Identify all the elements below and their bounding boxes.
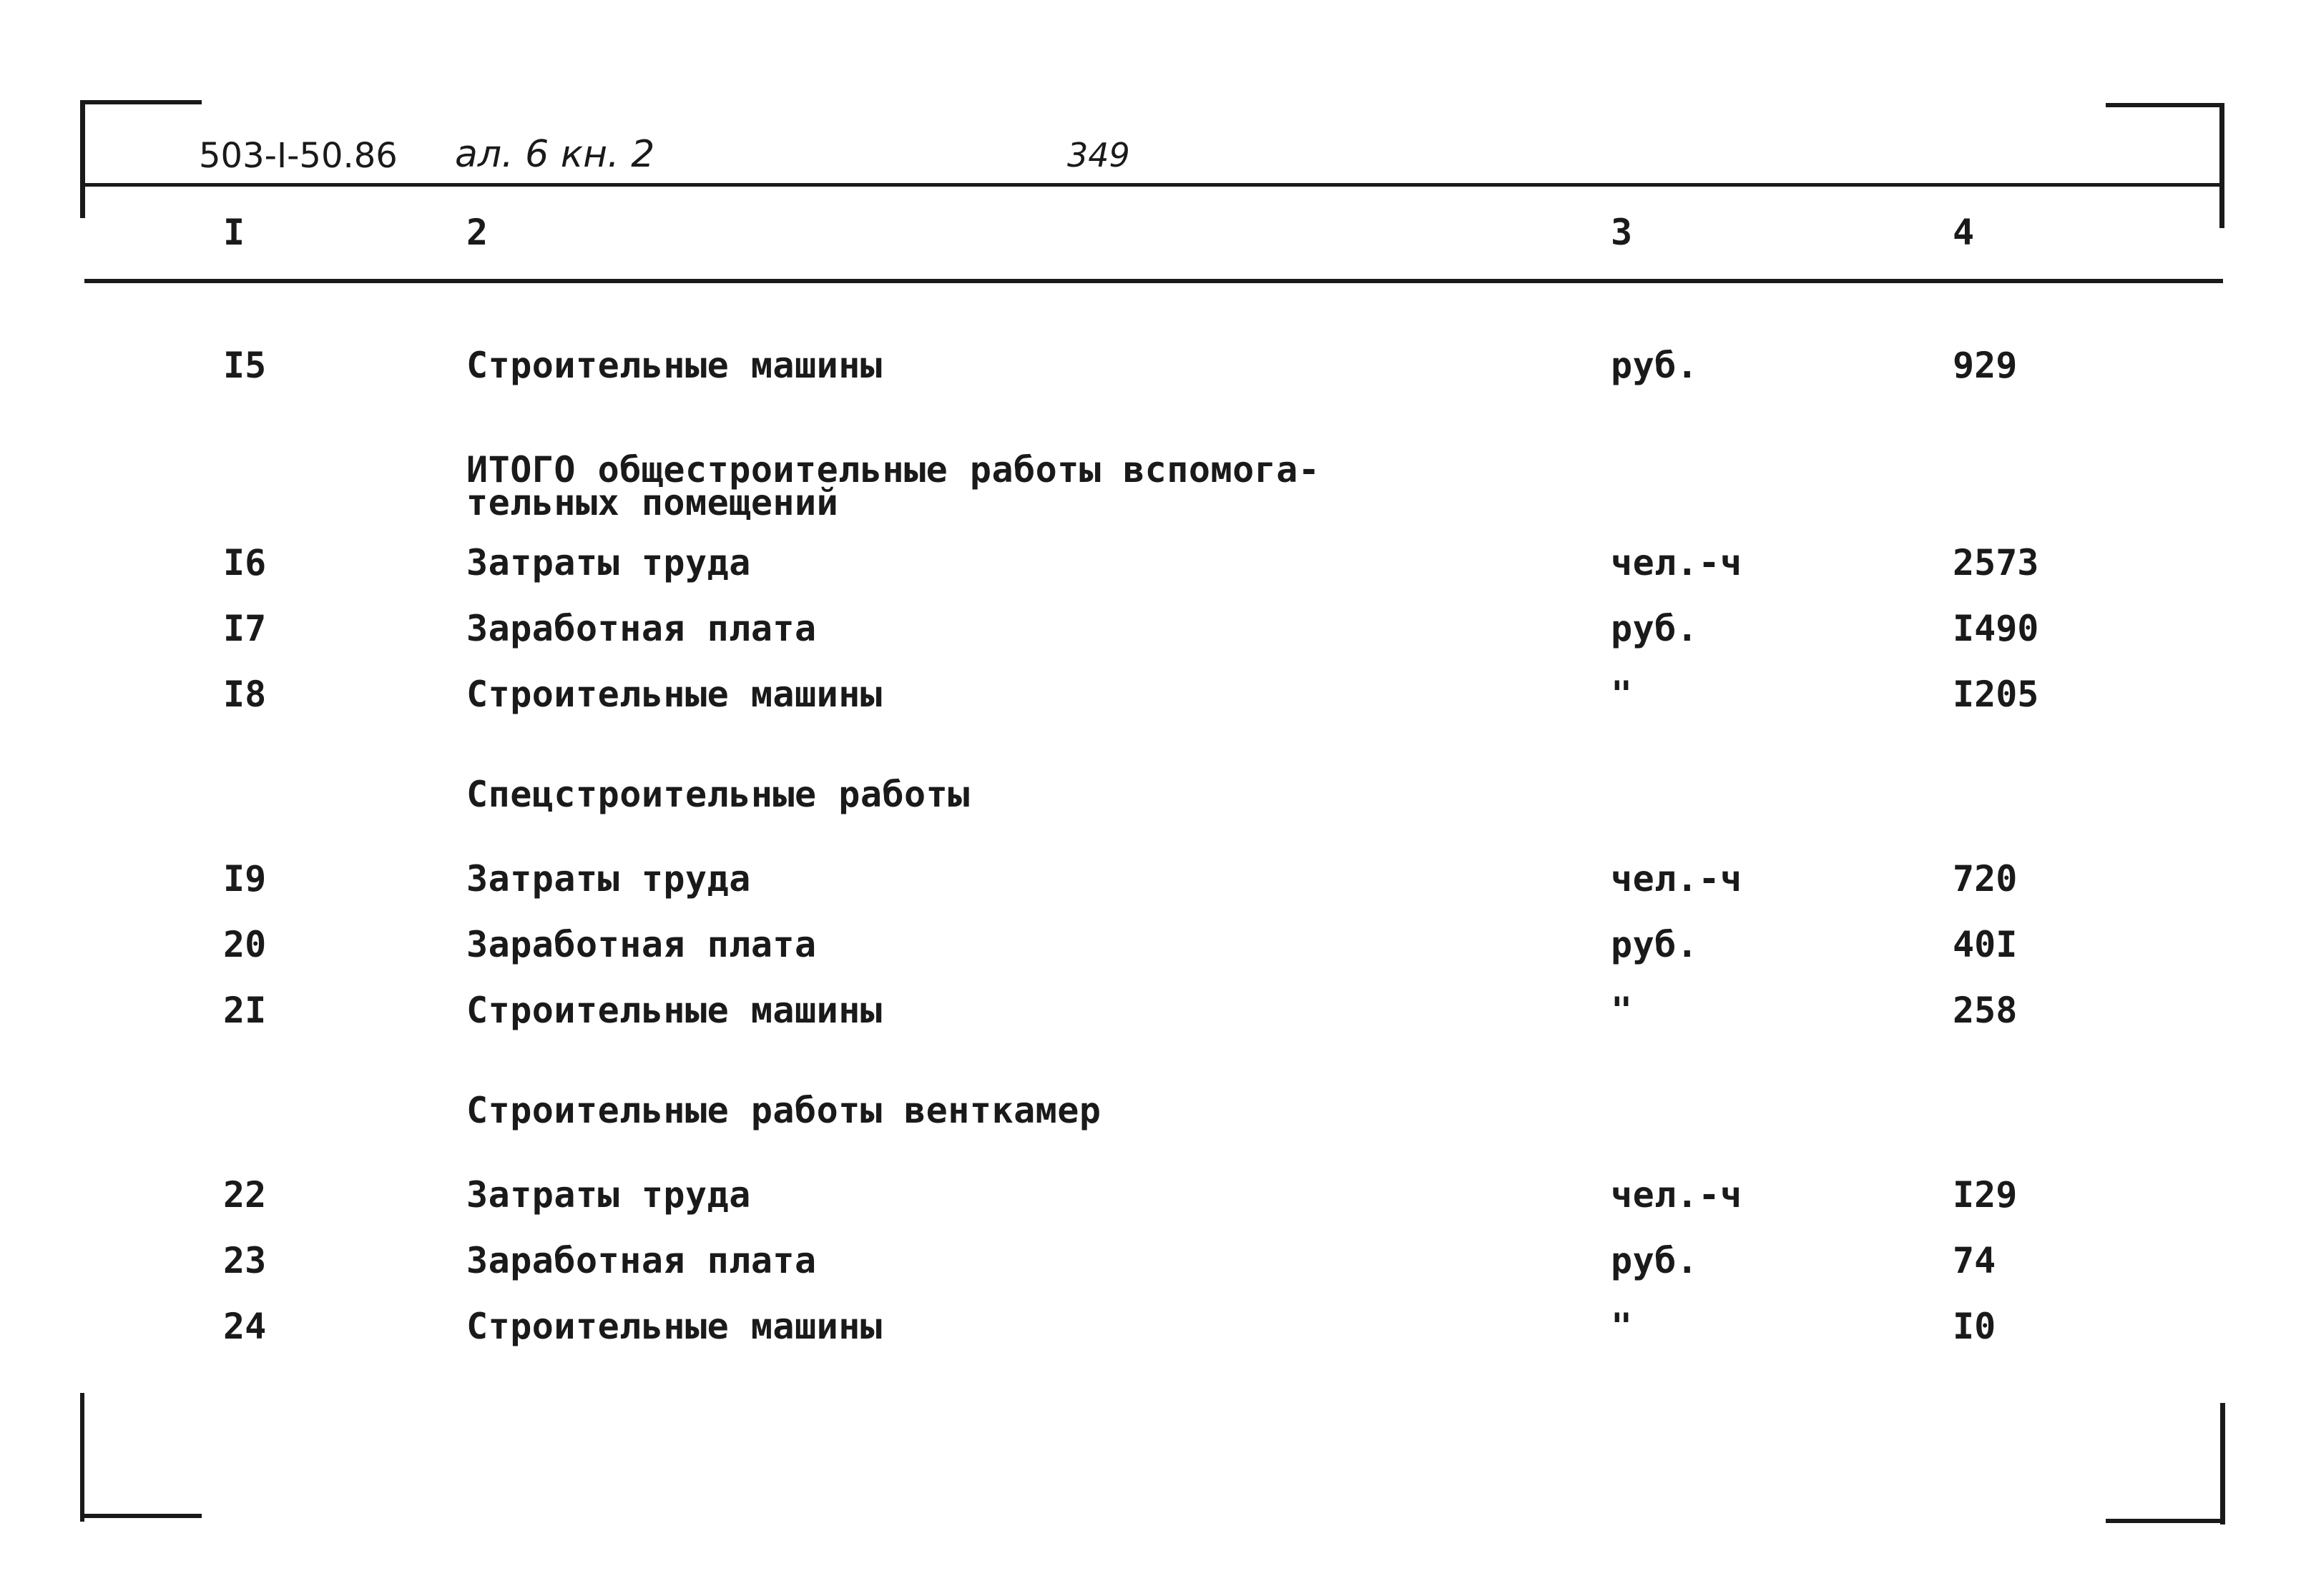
row-unit: чел.-ч — [1611, 858, 1742, 900]
row-number: 23 — [223, 1240, 267, 1281]
row-description: Строительные машины — [466, 345, 883, 386]
page-number: 349 — [1067, 136, 1130, 174]
section-heading: Спецстроительные работы — [466, 774, 970, 815]
frame-top-left-horizontal — [80, 100, 202, 104]
column-header-2: 2 — [466, 212, 489, 253]
frame-top-left-vertical — [80, 100, 85, 218]
row-description: Заработная плата — [466, 924, 817, 965]
row-unit: " — [1611, 990, 1633, 1031]
frame-top-right-vertical — [2219, 103, 2224, 228]
frame-bottom-left-horizontal — [80, 1514, 202, 1518]
column-header-3: 3 — [1611, 212, 1633, 253]
row-number: I5 — [223, 345, 267, 386]
row-value: 258 — [1953, 990, 2018, 1031]
row-value: 40I — [1953, 924, 2018, 965]
row-unit: " — [1611, 674, 1633, 715]
row-description: Затраты труда — [466, 542, 751, 583]
section-heading: Строительные работы венткамер — [466, 1090, 1102, 1131]
row-value: 74 — [1953, 1240, 1996, 1281]
row-number: 2I — [223, 990, 267, 1031]
frame-bottom-right-horizontal — [2106, 1519, 2224, 1523]
row-value: I0 — [1953, 1306, 1996, 1347]
row-description: Строительные машины — [466, 674, 883, 715]
row-description: Заработная плата — [466, 608, 817, 649]
row-description: Строительные машины — [466, 1306, 883, 1347]
row-value: 2573 — [1953, 542, 2039, 583]
row-number: 24 — [223, 1306, 267, 1347]
doc-code: 503-I-50.86 — [199, 136, 398, 176]
row-value: I29 — [1953, 1174, 2018, 1216]
row-unit: чел.-ч — [1611, 542, 1742, 583]
row-unit: " — [1611, 1306, 1633, 1347]
row-number: I6 — [223, 542, 267, 583]
frame-bottom-left-vertical — [80, 1393, 84, 1522]
row-number: I7 — [223, 608, 267, 649]
row-value: I490 — [1953, 608, 2039, 649]
album-reference: ал. 6 кн. 2 — [455, 133, 655, 176]
row-value: I205 — [1953, 674, 2039, 715]
frame-bottom-right-vertical — [2220, 1403, 2225, 1524]
row-unit: руб. — [1611, 1240, 1699, 1281]
frame-top-right-horizontal — [2106, 103, 2224, 107]
row-value: 929 — [1953, 345, 2018, 386]
section-heading: ИТОГО общестроительные работы вспомога- тельных помещений — [466, 449, 1320, 523]
row-description: Заработная плата — [466, 1240, 817, 1281]
row-number: I9 — [223, 858, 267, 900]
column-header-1: I — [223, 212, 245, 253]
row-value: 720 — [1953, 858, 2018, 900]
header-rule — [84, 183, 2223, 187]
column-header-rule — [84, 279, 2223, 283]
row-number: 22 — [223, 1174, 267, 1216]
row-number: 20 — [223, 924, 267, 965]
row-description: Затраты труда — [466, 858, 751, 900]
row-description: Затраты труда — [466, 1174, 751, 1216]
column-header-4: 4 — [1953, 212, 1975, 253]
row-unit: руб. — [1611, 608, 1699, 649]
row-number: I8 — [223, 674, 267, 715]
row-unit: руб. — [1611, 345, 1699, 386]
row-unit: руб. — [1611, 924, 1699, 965]
row-description: Строительные машины — [466, 990, 883, 1031]
row-unit: чел.-ч — [1611, 1174, 1742, 1216]
